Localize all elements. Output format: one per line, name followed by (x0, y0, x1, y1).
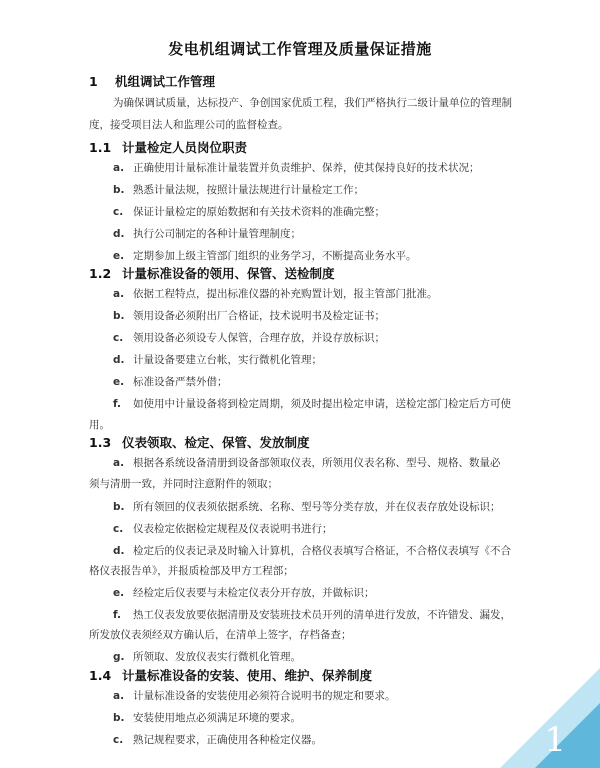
list-marker: d. (113, 354, 125, 366)
list-marker: b. (113, 712, 125, 724)
list-item-text: 所有领回的仪表须依据系统、名称、型号等分类存放，并在仪表存放处设标识； (133, 501, 501, 513)
list-marker: e. (113, 376, 125, 388)
list-marker: e. (113, 587, 125, 599)
list-marker: a. (113, 457, 125, 469)
list-item-text: 依据工程特点，提出标准仪器的补充购置计划，报主管部门批准。 (133, 288, 438, 300)
list-item-text: 根据各系统设备清册到设备部领取仪表，所领用仪表名称、型号、规格、数量必 (133, 457, 501, 469)
list-item-continuation: 须与清册一致，并同时注意附件的领取； (89, 478, 278, 490)
list-item-text: 标准设备严禁外借； (133, 376, 228, 388)
list-marker: g. (113, 651, 125, 663)
list-marker: c. (113, 523, 124, 535)
section-1-4-heading (89, 666, 372, 684)
list-item-continuation: 格仪表报告单》，并报质检部及甲方工程部； (89, 565, 294, 577)
list-item-text: 安装使用地点必须满足环境的要求。 (133, 712, 301, 724)
list-marker: b. (113, 184, 125, 196)
list-item-text: 仪表检定依据检定规程及仪表说明书进行； (133, 523, 333, 535)
list-item-text: 如使用中计量设备将到检定周期，须及时提出检定申请，送检定部门检定后方可使 (133, 398, 511, 410)
list-item-text: 正确使用计量标准计量装置并负责维护、保养，使其保持良好的技术状况； (133, 162, 480, 174)
section-number: 1.3 (89, 435, 112, 450)
section-1-3-heading (89, 433, 310, 451)
list-item-text: 领用设备必须附出厂合格证，技术说明书及检定证书； (133, 310, 385, 322)
paragraph-line: 为确保调试质量，达标投产、争创国家优质工程，我们严格执行二级计量单位的管理制 (113, 97, 512, 109)
list-item-text: 熟悉计量法规，按照计量法规进行计量检定工作； (133, 184, 364, 196)
list-marker: d. (113, 545, 125, 557)
list-marker: a. (113, 162, 125, 174)
list-item-text: 保证计量检定的原始数据和有关技术资料的准确完整； (133, 206, 385, 218)
list-item-text: 计量设备要建立台帐，实行微机化管理； (133, 354, 322, 366)
list-marker: c. (113, 734, 124, 746)
section-title: 计量检定人员岗位职责 (122, 140, 248, 155)
list-marker: c. (113, 206, 124, 218)
document-title: 发电机组调试工作管理及质量保证措施 (168, 40, 432, 58)
list-item-text: 检定后的仪表记录及时输入计算机，合格仪表填写合格证，不合格仪表填写《不合 (133, 545, 511, 557)
section-number: 1 (89, 74, 98, 89)
section-title: 仪表领取、检定、保管、发放制度 (122, 435, 310, 450)
list-marker: b. (113, 310, 125, 322)
section-1-heading (89, 72, 215, 90)
list-item-text: 定期参加上级主管部门组织的业务学习，不断提高业务水平。 (133, 250, 417, 262)
list-marker: e. (113, 250, 125, 262)
section-title: 计量标准设备的领用、保管、送检制度 (122, 266, 335, 281)
list-item-text: 所领取、发放仪表实行微机化管理。 (133, 651, 301, 663)
list-item-text: 领用设备必须设专人保管，合理存放，并设存放标识； (133, 332, 385, 344)
list-marker: f. (113, 609, 121, 621)
list-marker: d. (113, 228, 125, 240)
list-item-continuation: 所发放仪表须经双方确认后，在清单上签字，存档备查； (89, 629, 352, 641)
section-title: 计量标准设备的安装、使用、维护、保养制度 (122, 668, 373, 683)
section-number: 1.1 (89, 140, 112, 155)
list-marker: b. (113, 501, 125, 513)
list-item-text: 热工仪表发放要依据清册及安装班技术员开列的清单进行发放，不许错发、漏发， (133, 609, 511, 621)
list-item-text: 熟记规程要求，正确使用各种检定仪器。 (133, 734, 322, 746)
corner-decoration (440, 608, 600, 768)
section-1-2-heading (89, 264, 335, 282)
list-item-continuation: 用。 (89, 419, 110, 431)
list-item-text: 经检定后仪表要与未检定仪表分开存放，并做标识； (133, 587, 375, 599)
section-number: 1.2 (89, 266, 112, 281)
list-marker: c. (113, 332, 124, 344)
list-item-text: 计量标准设备的安装使用必须符合说明书的规定和要求。 (133, 690, 396, 702)
paragraph-line: 度，接受项目法人和监理公司的监督检查。 (89, 119, 289, 131)
section-title: 机组调试工作管理 (115, 74, 216, 89)
section-1-1-heading (89, 138, 247, 156)
section-number: 1.4 (89, 668, 112, 683)
list-marker: a. (113, 690, 125, 702)
list-item-text: 执行公司制定的各种计量管理制度； (133, 228, 301, 240)
list-marker: f. (113, 398, 121, 410)
list-marker: a. (113, 288, 125, 300)
page-number: 1 (544, 720, 566, 760)
